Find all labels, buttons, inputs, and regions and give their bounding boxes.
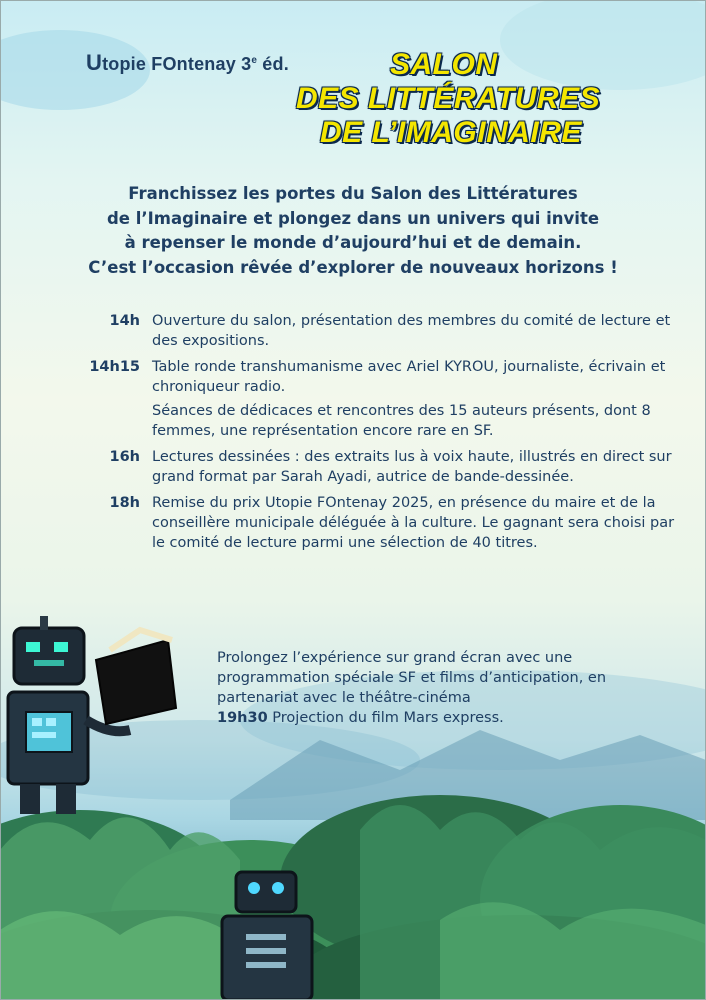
title-line-3: DE L’IMAGINAIRE (320, 116, 582, 149)
schedule-text: Table ronde transhumanisme avec Ariel KYROU, journaliste, écrivain et chroniqueur radio. (152, 359, 666, 395)
schedule-extra-text: Séances de dédicaces et rencontres des 15 auteurs présents, dont 8 femmes, une représentation encore rare en SF. (152, 403, 651, 439)
schedule-text: Lectures dessinées : des extraits lus à voix haute, illustrés en direct sur grand format par Sarah Ayadi, autrice de bande-dessinée. (152, 449, 672, 485)
title-line-1: SALON (390, 48, 498, 81)
schedule-item (60, 357, 680, 441)
schedule-item (60, 493, 680, 553)
intro-paragraph: Franchissez les portes du Salon des Littératures de l’Imaginaire et plongez dans un univers qui invite à repenser le monde d’aujourd’hui et de demain. C’est l’occasion rêvée d’explorer de nouveaux horizons ! (88, 184, 618, 277)
schedule-time: 14h15 (89, 359, 140, 375)
poster-title (290, 48, 630, 150)
event-logo: Utopie FOntenay 3e éd. (86, 50, 289, 75)
schedule-text: Ouverture du salon, présentation des membres du comité de lecture et des expositions. (152, 313, 671, 349)
title-line-2: DES LITTÉRATURES (296, 82, 601, 115)
cinema-paragraph: Prolongez l’expérience sur grand écran avec une programmation spéciale SF et films d’anticipation, en partenariat avec le théâtre-cinéma 19h30 Projection du film Mars express. (217, 650, 607, 726)
schedule-time: 16h (109, 449, 140, 465)
schedule-list (60, 311, 680, 559)
schedule-text: Remise du prix Utopie FOntenay 2025, en présence du maire et de la conseillère municipale déléguée à la culture. Le gagnant sera choisi par le comité de lecture parmi une sélection de 40 titres. (152, 495, 675, 551)
schedule-item (60, 311, 680, 351)
cinema-time: 19h30 (217, 710, 268, 726)
jungle-foliage (0, 795, 706, 1000)
schedule-time: 18h (109, 495, 140, 511)
schedule-time: 14h (109, 313, 140, 329)
schedule-item (60, 447, 680, 487)
